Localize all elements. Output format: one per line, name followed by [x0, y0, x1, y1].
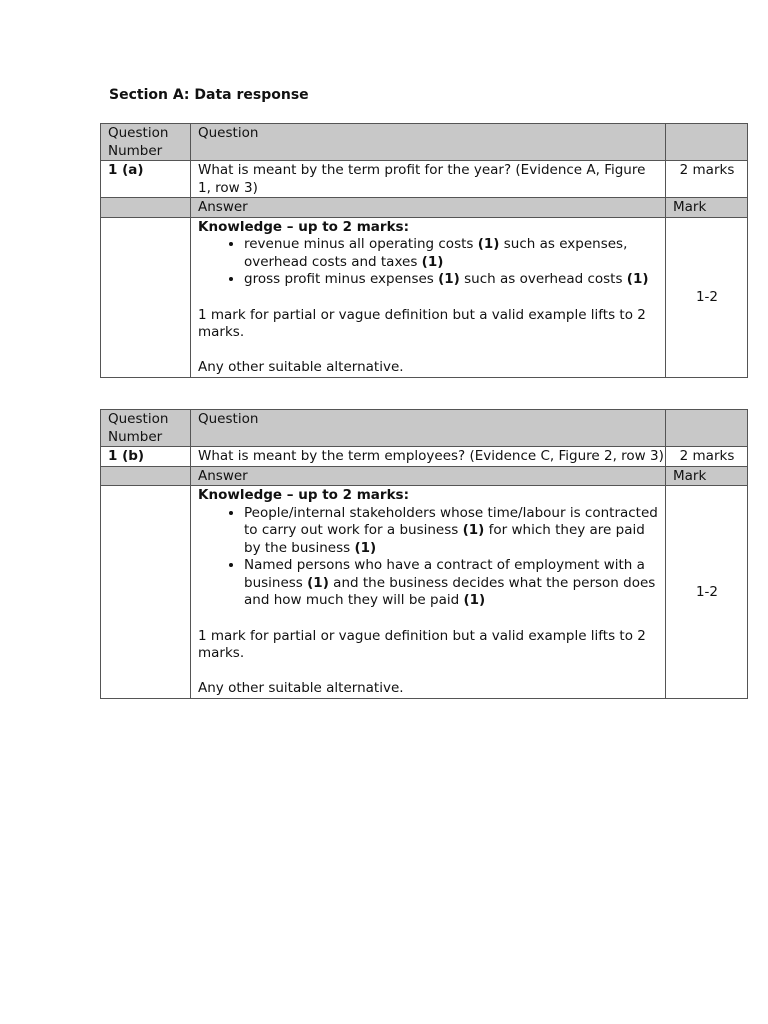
- mark-label: Mark: [666, 466, 748, 486]
- question-marks: 2 marks: [666, 447, 748, 467]
- alternative-note: Any other suitable alternative.: [198, 358, 404, 375]
- question-text: What is meant by the term profit for the year? (Evidence A, Figure 1, row 3): [191, 161, 666, 198]
- answer-label: Answer: [191, 466, 666, 486]
- question-row: [101, 161, 748, 198]
- mark-range: 1-2: [666, 217, 748, 378]
- answer-bullets: [198, 505, 659, 610]
- question-text: What is meant by the term employees? (Evidence C, Figure 2, row 3): [191, 447, 666, 467]
- answer-blank: [101, 486, 191, 699]
- answer-header-blank: [101, 466, 191, 486]
- knowledge-heading: Knowledge – up to 2 marks:: [198, 487, 409, 503]
- header-blank: [666, 410, 748, 447]
- question-number: 1 (a): [101, 161, 191, 198]
- answer-blank: [101, 217, 191, 378]
- mark-scheme-table-1b: [100, 409, 748, 699]
- answer-row: [101, 486, 748, 699]
- marking-note: 1 mark for partial or vague definition but a valid example lifts to 2 marks.: [198, 306, 646, 340]
- question-marks: 2 marks: [666, 161, 748, 198]
- table-header-row: [101, 124, 748, 161]
- header-blank: [666, 124, 748, 161]
- section-title: Section A: Data response: [109, 87, 309, 103]
- mark-scheme-table-1a: [100, 123, 748, 378]
- list-item: • People/internal stakeholders whose time/labour is contracted to carry out work for a business (1) for which they are paid by the business (1): [244, 505, 659, 558]
- answer-row: [101, 217, 748, 378]
- alternative-note: Any other suitable alternative.: [198, 679, 404, 696]
- list-item: • gross profit minus expenses (1) such as overhead costs (1): [244, 271, 659, 289]
- answer-label: Answer: [191, 198, 666, 218]
- marking-note: 1 mark for partial or vague definition but a valid example lifts to 2 marks.: [198, 627, 646, 661]
- list-item: • Named persons who have a contract of employment with a business (1) and the business decides what the person does and how much they will be paid (1): [244, 557, 659, 610]
- answer-bullets: [198, 236, 659, 289]
- question-number: 1 (b): [101, 447, 191, 467]
- answer-header-row: [101, 466, 748, 486]
- table-header-row: [101, 410, 748, 447]
- answer-content: [191, 217, 666, 378]
- knowledge-heading: Knowledge – up to 2 marks:: [198, 218, 409, 235]
- header-question: Question: [191, 124, 666, 161]
- list-item: • revenue minus all operating costs (1) such as expenses, overhead costs and taxes (1): [244, 236, 659, 271]
- mark-range: 1-2: [666, 486, 748, 699]
- answer-content: [191, 486, 666, 699]
- answer-header-blank: [101, 198, 191, 218]
- header-question-number: Question Number: [101, 410, 191, 447]
- header-question-number: Question Number: [101, 124, 191, 161]
- mark-label: Mark: [666, 198, 748, 218]
- answer-header-row: [101, 198, 748, 218]
- question-row: [101, 447, 748, 467]
- header-question: Question: [191, 410, 666, 447]
